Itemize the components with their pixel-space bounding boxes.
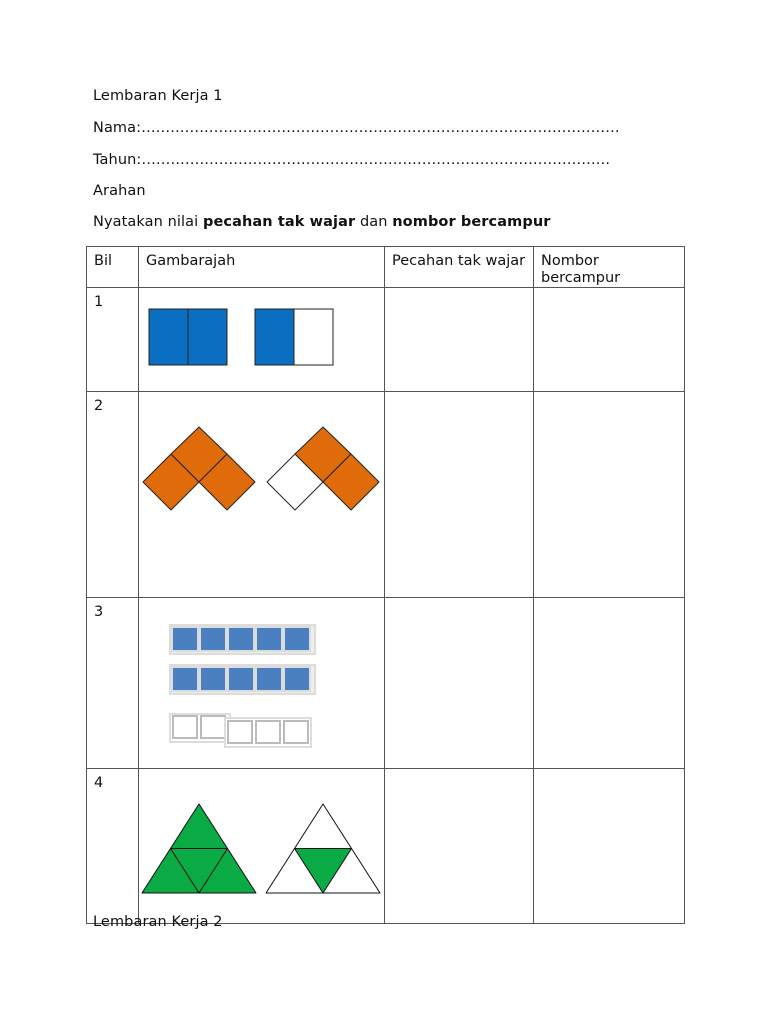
figure-cell: [139, 598, 385, 769]
table-row: [87, 288, 685, 392]
improper-fraction-answer[interactable]: [385, 288, 534, 392]
improper-fraction-answer[interactable]: [385, 598, 534, 769]
figure-cell: [139, 392, 385, 598]
table-row: [87, 598, 685, 769]
mixed-number-answer[interactable]: [534, 288, 685, 392]
header-bil: Bil: [87, 247, 139, 288]
table-header-row: [87, 247, 685, 288]
year-line: [93, 152, 610, 168]
instruction-bold-improper: pecahan tak wajar: [202, 214, 356, 230]
improper-fraction-answer[interactable]: [385, 769, 534, 924]
instruction-text: [93, 214, 551, 230]
figure-cell: [139, 288, 385, 392]
figure-strips: [139, 598, 385, 768]
row-number: 2: [87, 392, 139, 598]
header-pecahan: Pecahan tak wajar: [385, 247, 534, 288]
improper-fraction-answer[interactable]: [385, 392, 534, 598]
year-fill-dots[interactable]: …………………………………………………………………………………….: [141, 152, 611, 168]
table-row: [87, 392, 685, 598]
worksheet-title: Lembaran Kerja 1: [93, 88, 223, 104]
next-worksheet-title: Lembaran Kerja 2: [93, 914, 223, 930]
instruction-mid: dan: [355, 214, 393, 230]
instruction-bold-mixed: nombor bercampur: [392, 214, 551, 230]
row-number: 3: [87, 598, 139, 769]
mixed-number-answer[interactable]: [534, 598, 685, 769]
row-number: 4: [87, 769, 139, 924]
directions-heading: Arahan: [93, 183, 146, 199]
figure-triangles: [139, 769, 385, 923]
table-row: [87, 769, 685, 924]
mixed-number-answer[interactable]: [534, 769, 685, 924]
name-line: [93, 120, 620, 136]
year-label: Tahun:: [93, 152, 142, 168]
worksheet-table: [86, 246, 685, 924]
header-gambarajah: Gambarajah: [139, 247, 385, 288]
name-label: Nama:: [93, 120, 142, 136]
row-number: 1: [87, 288, 139, 392]
instruction-pre: Nyatakan nilai: [93, 214, 203, 230]
figure-rectangles: [139, 288, 385, 391]
mixed-number-answer[interactable]: [534, 392, 685, 598]
header-nombor: Nombor bercampur: [534, 247, 685, 288]
figure-diamonds: [139, 392, 385, 597]
name-fill-dots[interactable]: ………………………………………………………………………………………: [141, 120, 620, 136]
figure-cell: [139, 769, 385, 924]
